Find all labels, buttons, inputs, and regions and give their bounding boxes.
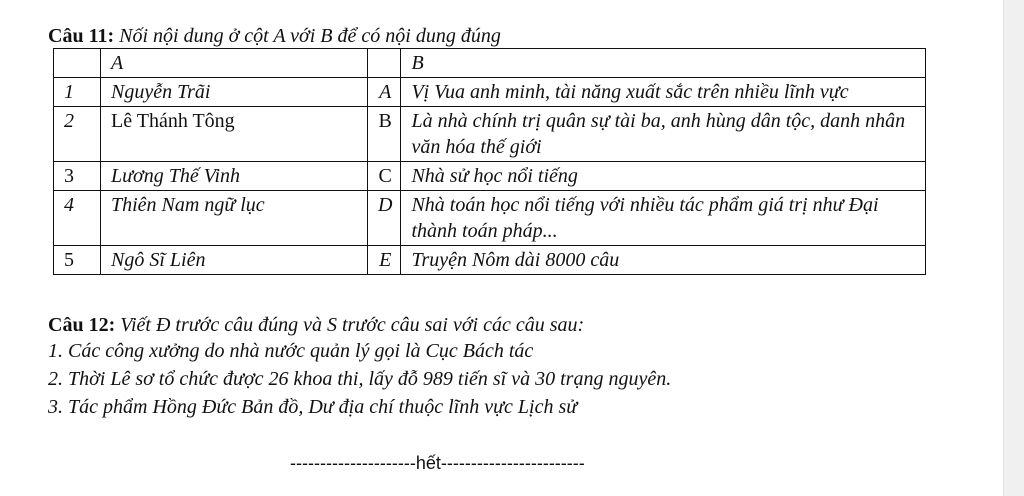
question-11-instruction: Nối nội dung ở cột A với B để có nội dung đúng [119, 25, 501, 47]
column-a-item: Lê Thánh Tông [101, 107, 368, 162]
table-header-row [54, 49, 926, 78]
table-row [54, 246, 926, 275]
header-letter-cell [368, 49, 401, 78]
column-a-item: Lương Thế Vinh [101, 162, 368, 191]
header-b-cell: B [401, 49, 926, 78]
row-number: 5 [54, 246, 101, 275]
column-a-item: Ngô Sĩ Liên [101, 246, 368, 275]
table-row [54, 78, 926, 107]
table-row [54, 162, 926, 191]
question-11-label: Câu 11: [48, 25, 115, 47]
end-dashes-left: --------------------- [290, 453, 416, 473]
row-letter: B [368, 107, 401, 162]
row-letter: E [368, 246, 401, 275]
row-letter: D [368, 191, 401, 246]
column-b-item: Vị Vua anh minh, tài năng xuất sắc trên nhiều lĩnh vực [401, 78, 926, 107]
statement-1: 1. Các công xưởng do nhà nước quản lý gọi là Cục Bách tác [48, 340, 534, 362]
end-dashes-right: ------------------------ [440, 453, 585, 473]
matching-table [53, 48, 926, 275]
statement-2: 2. Thời Lê sơ tổ chức được 26 khoa thi, lấy đỗ 989 tiến sĩ và 30 trạng nguyên. [48, 368, 672, 390]
table-row [54, 191, 926, 246]
table-row [54, 107, 926, 162]
row-letter: C [368, 162, 401, 191]
question-12-instruction: Viết Đ trước câu đúng và S trước câu sai với các câu sau: [120, 314, 585, 336]
row-number: 4 [54, 191, 101, 246]
header-a-cell: A [101, 49, 368, 78]
end-word: hết [415, 453, 441, 473]
row-letter: A [368, 78, 401, 107]
vertical-scrollbar[interactable] [1003, 0, 1024, 496]
column-b-item: Truyện Nôm dài 8000 câu [401, 246, 926, 275]
row-number: 2 [54, 107, 101, 162]
row-number: 1 [54, 78, 101, 107]
column-a-item: Nguyễn Trãi [101, 78, 368, 107]
end-marker [290, 453, 585, 474]
row-number: 3 [54, 162, 101, 191]
column-b-item: Nhà toán học nổi tiếng với nhiều tác phẩm giá trị như Đại thành toán pháp... [401, 191, 926, 246]
question-11-heading [48, 24, 501, 48]
column-a-item: Thiên Nam ngữ lục [101, 191, 368, 246]
header-num-cell [54, 49, 101, 78]
question-12-heading [48, 313, 584, 337]
column-b-item: Nhà sử học nổi tiếng [401, 162, 926, 191]
statement-3: 3. Tác phẩm Hồng Đức Bản đồ, Dư địa chí thuộc lĩnh vực Lịch sử [48, 396, 578, 418]
column-b-item: Là nhà chính trị quân sự tài ba, anh hùng dân tộc, danh nhân văn hóa thế giới [401, 107, 926, 162]
question-12-label: Câu 12: [48, 314, 116, 336]
